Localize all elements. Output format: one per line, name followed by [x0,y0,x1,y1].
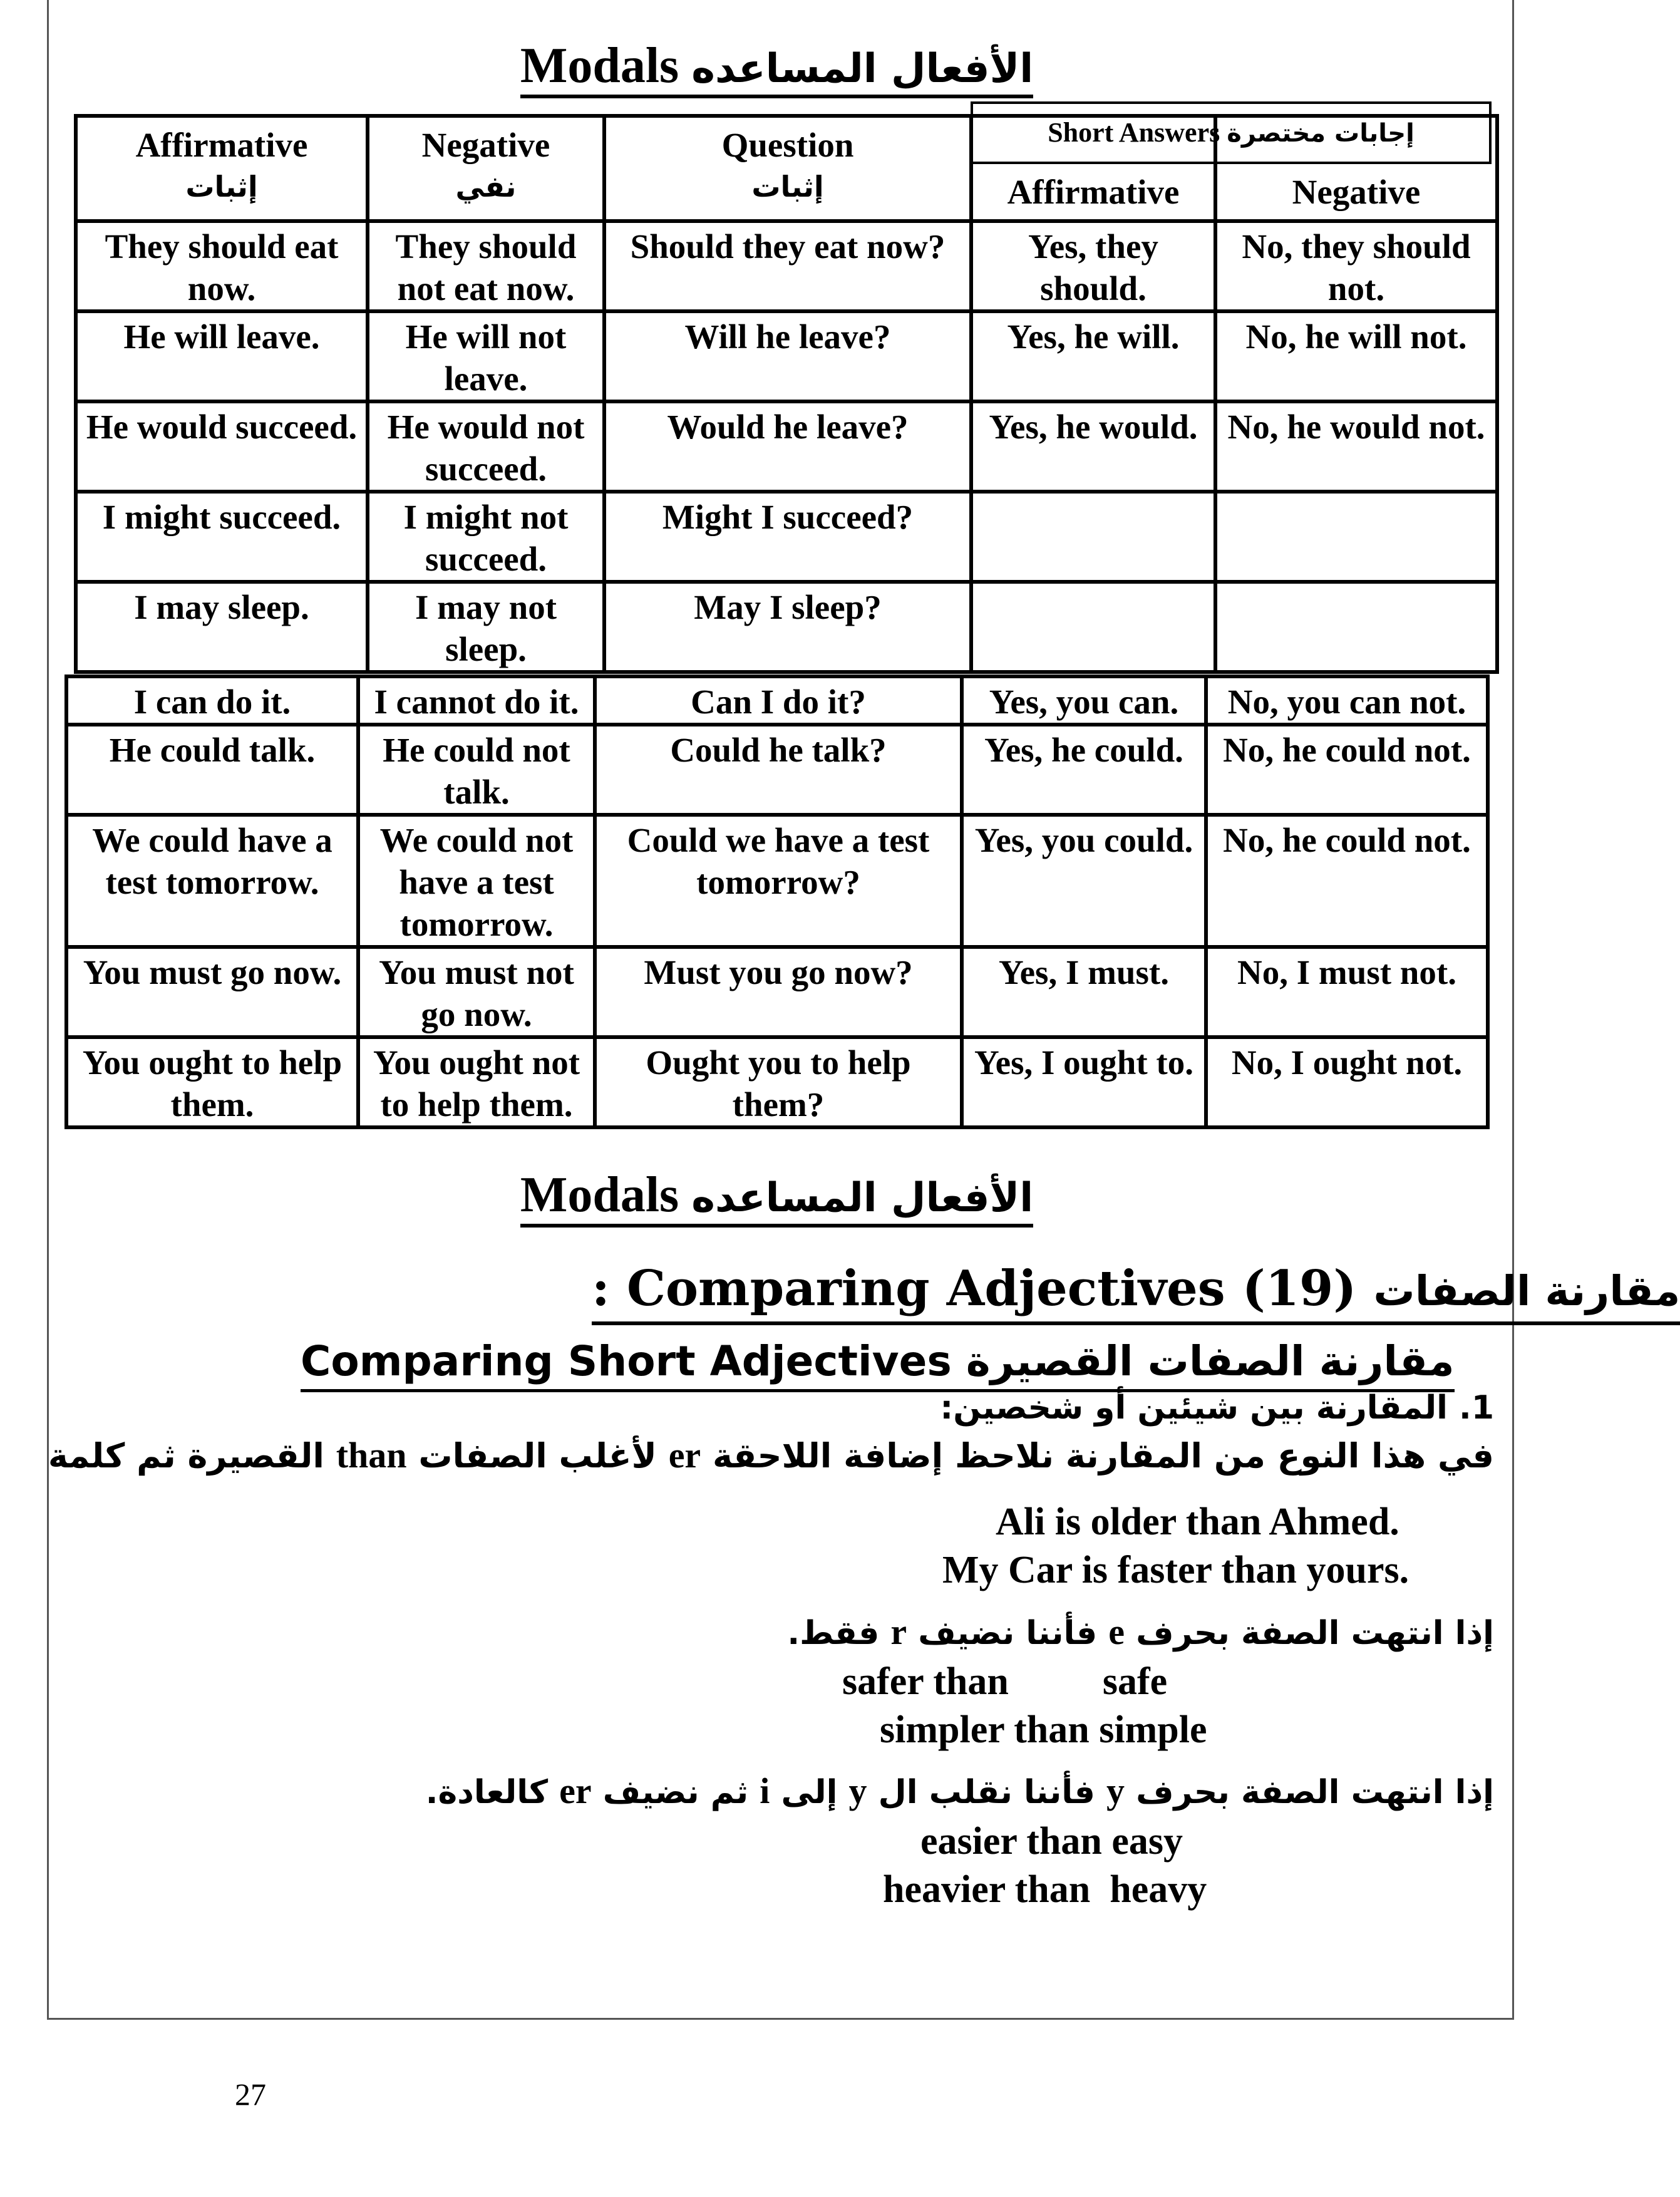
cell-affirmative: You must go now. [66,947,358,1037]
cell-short-negative: No, he would not. [1215,401,1497,492]
table-row [76,311,1497,401]
cell-affirmative: I can do it. [66,676,358,725]
title-ar: الأفعال المساعده [691,46,1034,92]
heading-ar: مقارنة الصفات [1373,1267,1680,1315]
cell-negative: He could not talk. [358,725,595,815]
rule-3: إذا انتهت الصفة بحرف y فأننا نقلب ال y إلى i ثم نضيف er كالعادة. [425,1771,1494,1811]
cell-short-negative: No, I ought not. [1206,1037,1488,1127]
header-negative: Negative نفي [368,116,604,221]
subheading-en: Comparing Short Adjectives [301,1337,952,1385]
cell-question: Will he leave? [604,311,971,401]
cell-question: Should they eat now? [604,221,971,311]
cell-affirmative: You ought to help them. [66,1037,358,1127]
header-short-affirmative: Affirmative [971,116,1215,221]
title-en: Modals [520,38,679,93]
cell-affirmative: I may sleep. [76,582,368,672]
cell-short-affirmative [971,582,1215,672]
page-title [0,34,1554,100]
cell-short-affirmative: Yes, you could. [962,815,1206,947]
table-row [76,492,1497,582]
cell-short-affirmative: Yes, they should. [971,221,1215,311]
cell-question: Could we have a test tomorrow? [595,815,962,947]
cell-question: Might I succeed? [604,492,971,582]
cell-short-affirmative: Yes, he could. [962,725,1206,815]
short-answers-label-en: Short Answers [1048,117,1220,148]
cell-negative: I may not sleep. [368,582,604,672]
example-pair: easier than easy [920,1820,1183,1863]
example-pair: simpler than simple [880,1708,1207,1751]
cell-affirmative: He will leave. [76,311,368,401]
short-adjectives-subheading [301,1334,1455,1392]
section-title [0,1164,1554,1229]
cell-negative: You ought not to help them. [358,1037,595,1127]
header-affirmative: Affirmative إثبات [76,116,368,221]
cell-affirmative: They should eat now. [76,221,368,311]
example-pair: heavier than heavy [883,1868,1207,1911]
cell-short-negative [1215,582,1497,672]
cell-short-affirmative: Yes, I ought to. [962,1037,1206,1127]
cell-negative: I might not succeed. [368,492,604,582]
rule-1: في هذا النوع من المقارنة نلاحظ إضافة اللاحقة er لأغلب الصفات than القصيرة ثم كلمة [48,1435,1494,1476]
table-row [66,947,1488,1037]
cell-negative: We could not have a test tomorrow. [358,815,595,947]
cell-affirmative: He could talk. [66,725,358,815]
cell-negative: They should not eat now. [368,221,604,311]
cell-short-affirmative: Yes, you can. [962,676,1206,725]
cell-short-negative: No, they should not. [1215,221,1497,311]
cell-short-affirmative: Yes, he will. [971,311,1215,401]
cell-question: Can I do it? [595,676,962,725]
table-row [76,582,1497,672]
table-row [76,221,1497,311]
table-row [66,815,1488,947]
modals-table-lower [64,675,1490,1129]
cell-short-affirmative [971,492,1215,582]
section-title-ar: الأفعال المساعده [691,1175,1034,1221]
cell-short-negative: No, I must not. [1206,947,1488,1037]
cell-affirmative: We could have a test tomorrow. [66,815,358,947]
short-answers-label-ar: إجابات مختصرة [1227,119,1415,148]
example-sentence: Ali is older than Ahmed. [996,1501,1399,1543]
point-1: 1. المقارنة بين شيئين أو شخصين: [940,1389,1494,1427]
page-number: 27 [235,2077,266,2112]
subheading-ar: مقارنة الصفات القصيرة [966,1337,1455,1385]
cell-affirmative: I might succeed. [76,492,368,582]
cell-short-negative: No, he will not. [1215,311,1497,401]
cell-question: May I sleep? [604,582,971,672]
cell-question: Would he leave? [604,401,971,492]
section-title-en: Modals [520,1167,679,1223]
cell-negative: He would not succeed. [368,401,604,492]
example-sentence: My Car is faster than yours. [942,1549,1409,1591]
cell-question: Could he talk? [595,725,962,815]
cell-question: Must you go now? [595,947,962,1037]
cell-affirmative: He would succeed. [76,401,368,492]
table-row [66,676,1488,725]
modals-table-upper [74,114,1499,674]
cell-short-negative: No, he could not. [1206,725,1488,815]
cell-short-affirmative: Yes, I must. [962,947,1206,1037]
cell-question: Ought you to help them? [595,1037,962,1127]
header-short-negative: Negative [1215,116,1497,221]
cell-negative: I cannot do it. [358,676,595,725]
cell-negative: He will not leave. [368,311,604,401]
header-question: Question إثبات [604,116,971,221]
table-row [76,401,1497,492]
cell-short-affirmative: Yes, he would. [971,401,1215,492]
cell-short-negative: No, he could not. [1206,815,1488,947]
cell-negative: You must not go now. [358,947,595,1037]
cell-short-negative [1215,492,1497,582]
table-row [66,1037,1488,1127]
table-row [66,725,1488,815]
heading-en: : Comparing Adjectives [592,1260,1225,1317]
header-row [76,116,1497,221]
cell-short-negative: No, you can not. [1206,676,1488,725]
example-pair: safer than safe [842,1660,1168,1703]
rule-2: إذا انتهت الصفة بحرف e فأننا نضيف r فقط. [787,1611,1494,1652]
comparing-adjectives-heading [592,1259,1680,1325]
heading-number: (19) [1242,1260,1357,1317]
